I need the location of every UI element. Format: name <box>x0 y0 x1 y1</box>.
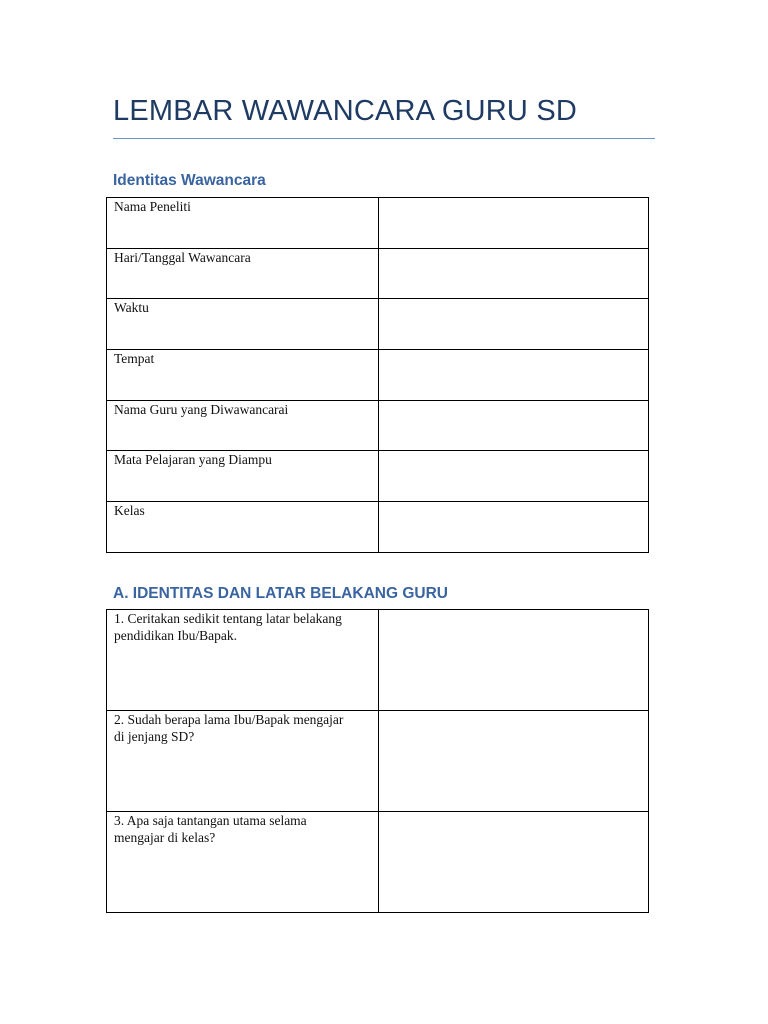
row-label-nama-guru: Nama Guru yang Diwawancarai <box>114 401 289 417</box>
row-label-tempat: Tempat <box>114 351 155 367</box>
answer-cell[interactable] <box>379 812 649 913</box>
row-label-kelas: Kelas <box>114 503 145 519</box>
question-1-line-1: 1. Ceritakan sedikit tentang latar belakang <box>114 611 342 626</box>
value-cell[interactable] <box>379 350 649 401</box>
value-cell[interactable] <box>379 248 649 299</box>
label-cell <box>107 451 379 502</box>
identitas-heading: Identitas Wawancara <box>113 172 266 189</box>
section-a-heading: A. IDENTITAS DAN LATAR BELAKANG GURU <box>113 585 448 602</box>
value-cell[interactable] <box>379 451 649 502</box>
table-row <box>107 198 649 249</box>
row-label-waktu: Waktu <box>114 300 149 316</box>
question-cell <box>107 812 379 913</box>
table-row <box>107 502 649 553</box>
question-3-line-2: mengajar di kelas? <box>114 830 216 845</box>
table-row <box>107 812 649 913</box>
table-row <box>107 610 649 711</box>
row-label-mata-pelajaran: Mata Pelajaran yang Diampu <box>114 452 272 468</box>
table-row <box>107 711 649 812</box>
table-row <box>107 299 649 350</box>
table-row <box>107 248 649 299</box>
table-row <box>107 451 649 502</box>
label-cell <box>107 502 379 553</box>
table-row <box>107 350 649 401</box>
answer-cell[interactable] <box>379 610 649 711</box>
document-title: LEMBAR WAWANCARA GURU SD <box>113 95 578 127</box>
label-cell <box>107 198 379 249</box>
label-cell <box>107 400 379 451</box>
row-label-hari-tanggal: Hari/Tanggal Wawancara <box>114 249 251 265</box>
answer-cell[interactable] <box>379 711 649 812</box>
label-cell <box>107 299 379 350</box>
value-cell[interactable] <box>379 400 649 451</box>
title-underline-rule <box>113 138 655 139</box>
value-cell[interactable] <box>379 299 649 350</box>
question-2-line-1: 2. Sudah berapa lama Ibu/Bapak mengajar <box>114 712 344 727</box>
section-a-table <box>106 609 649 913</box>
question-2-line-2: di jenjang SD? <box>114 729 195 744</box>
row-label-nama-peneliti: Nama Peneliti <box>114 199 191 214</box>
question-cell <box>107 610 379 711</box>
value-cell[interactable] <box>379 198 649 249</box>
table-row <box>107 400 649 451</box>
label-cell <box>107 350 379 401</box>
question-1-line-2: pendidikan Ibu/Bapak. <box>114 628 237 643</box>
label-cell <box>107 248 379 299</box>
identitas-table <box>106 197 649 553</box>
value-cell[interactable] <box>379 502 649 553</box>
question-cell <box>107 711 379 812</box>
question-3-line-1: 3. Apa saja tantangan utama selama <box>114 813 307 828</box>
